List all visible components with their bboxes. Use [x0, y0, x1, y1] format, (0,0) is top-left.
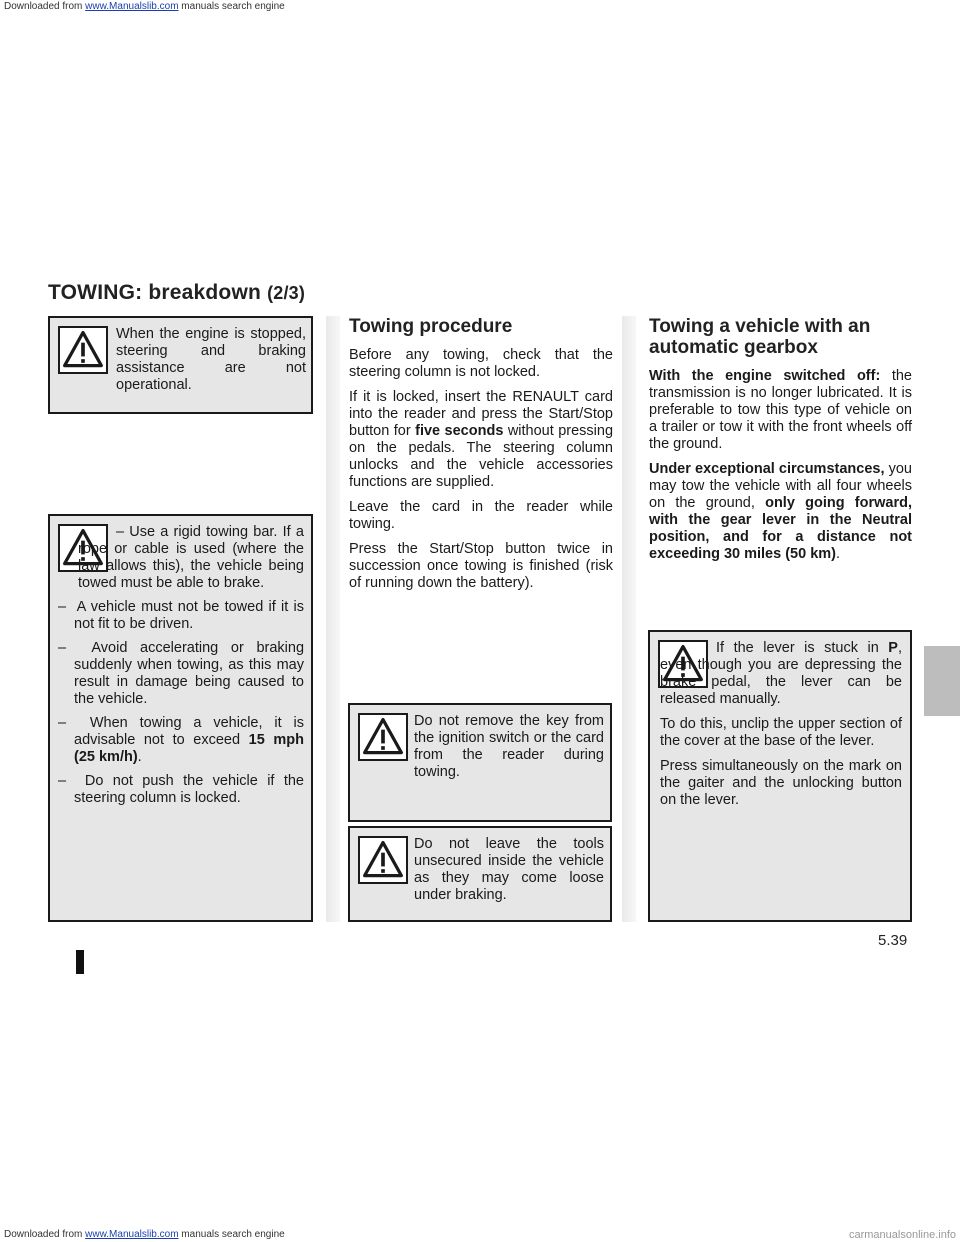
warning-text-key: Do not remove the key from the ignition switch or the card from the reader during towing. — [414, 713, 604, 780]
automatic-paragraph: With the engine switched off: the transmission is no longer lubricated. It is preferable to tow this type of vehicle on a trailer or tow it with the front wheels off the ground. — [649, 368, 912, 452]
banner-prefix: Downloaded from — [4, 1, 86, 12]
warning-text-assistance: When the engine is stopped, steering and braking assistance are not operational. — [116, 326, 306, 393]
warning-rule-item: – Avoid accelerating or braking suddenly when towing, as this may result in damage being caused to the vehicle. — [58, 640, 305, 707]
warning-rule-item: – Do not push the vehicle if the steering column is locked. — [58, 773, 304, 806]
warning-triangle-icon — [58, 326, 108, 374]
automatic-gearbox-heading: Towing a vehicle with an automatic gearbox — [649, 316, 871, 358]
lever-paragraph: If the lever is stuck in P, even though you are depressing the brake pedal, the lever can be released manually. — [660, 640, 902, 707]
manualslib-link-bottom[interactable]: www.Manualslib.com — [85, 1229, 179, 1240]
procedure-paragraph: Before any towing, check that the steering column is not locked. — [349, 347, 613, 380]
column-separator-1 — [326, 316, 340, 922]
column-separator-2 — [622, 316, 636, 922]
warning-box-tools — [348, 826, 612, 922]
page-title-part: (2/3) — [267, 283, 306, 303]
page-title-main: TOWING: breakdown — [48, 281, 268, 304]
automatic-gearbox-section — [649, 316, 912, 571]
warning-triangle-icon — [358, 713, 408, 761]
warning-towing-rules-content — [58, 524, 305, 814]
warning-box-towing-rules — [48, 514, 313, 922]
warning-box-key — [348, 703, 612, 822]
warning-triangle-icon — [358, 836, 408, 884]
manualslib-link-top[interactable]: www.Manualslib.com — [85, 1, 179, 12]
page-title — [48, 281, 305, 305]
warning-rule-item-speed: – When towing a vehicle, it is advisable not to exceed 15 mph (25 km/h). — [58, 715, 305, 765]
warning-box-lever — [648, 630, 912, 922]
warning-box-assistance — [48, 316, 313, 414]
carmanuals-watermark: carmanualsonline.info — [848, 1229, 956, 1241]
procedure-paragraph: Press the Start/Stop button twice in succession once towing is finished (risk of running down the battery). — [349, 541, 613, 591]
banner-suffix: manuals search engine — [178, 1, 285, 12]
warning-text-tools: Do not leave the tools unsecured inside the vehicle as they may come loose under braking. — [414, 836, 604, 903]
page-number: 5.39 — [878, 932, 908, 949]
banner-prefix: Downloaded from — [4, 1229, 86, 1240]
automatic-paragraph: Under exceptional circumstances, you may tow the vehicle with all four wheels on the ground, only going forward, with the gear lever in the Neutral position, and for a distance not exceeding 30 miles (50 km). — [649, 461, 912, 562]
chapter-tab — [924, 646, 960, 716]
download-banner-top — [0, 0, 960, 14]
lever-paragraph: Press simultaneously on the mark on the gaiter and the unlocking button on the lever. — [660, 758, 902, 808]
warning-rule-intro: – Use a rigid towing bar. If a rope or cable is used (where the law allows this), the vehicle being towed must be able to brake. — [78, 524, 304, 591]
download-banner-bottom — [0, 1228, 960, 1242]
banner-suffix: manuals search engine — [178, 1229, 285, 1240]
warning-lever-content — [660, 640, 902, 809]
lever-paragraph: To do this, unclip the upper section of the cover at the base of the lever. — [660, 716, 902, 749]
warning-rule-item: – A vehicle must not be towed if it is not fit to be driven. — [58, 599, 304, 632]
section-marker — [76, 950, 84, 974]
towing-procedure-section — [349, 316, 613, 600]
towing-procedure-heading: Towing procedure — [349, 316, 513, 337]
warning-rule-list — [58, 599, 304, 807]
procedure-paragraph: If it is locked, insert the RENAULT card into the reader and press the Start/Stop button for five seconds without pressing on the pedals. The steering column unlocks and the vehicle accessories functions are supplied. — [349, 389, 614, 490]
procedure-paragraph: Leave the card in the reader while towing. — [349, 499, 613, 532]
